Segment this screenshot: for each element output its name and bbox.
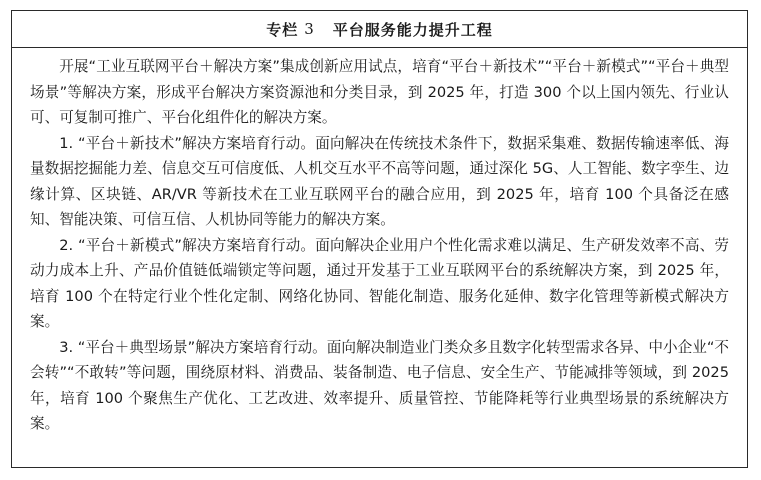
column-label: 专栏 (266, 20, 299, 39)
column-header (12, 11, 747, 48)
column-body (12, 48, 747, 437)
column-title: 平台服务能力提升工程 (332, 20, 493, 39)
intro-paragraph: 开展“工业互联网平台＋解决方案”集成创新应用试点，培育“平台＋新技术”“平台＋新模式”“平台＋典型场景”等解决方案，形成平台解决方案资源池和分类目录，到 2025 年，打造 300 个以上国内领先、行业认可、可复制可推广、平台化组件化的解决方案。 (30, 58, 729, 126)
action-paragraph-new-model: 2. “平台＋新模式”解决方案培育行动。面向解决企业用户个性化需求难以满足、生产研发效率不高、劳动力成本上升、产品价值链低端锁定等问题，通过开发基于工业互联网平台的系统解决方案，到 2025 年，培育 100 个在特定行业个性化定制、网络化协同、智能化制造、服务化延伸、数字化管理等新模式解决方案。 (30, 236, 729, 330)
action-paragraph-typical-scenario: 3. “平台＋典型场景”解决方案培育行动。面向解决制造业门类众多且数字化转型需求各异、中小企业“不会转”“不敢转”等问题，围绕原材料、消费品、装备制造、电子信息、安全生产、节能减排等领域，到 2025 年，培育 100 个聚焦生产优化、工艺改进、效率提升、质量管控、节能降耗等行业典型场景的系统解决方案。 (30, 338, 729, 432)
action-paragraph-new-technology: 1. “平台＋新技术”解决方案培育行动。面向解决在传统技术条件下，数据采集难、数据传输速率低、海量数据挖掘能力差、信息交互可信度低、人机交互水平不高等问题，通过深化 5G、人工智能、数字孪生、边缘计算、区块链、AR/VR 等新技术在工业互联网平台的融合应用，到 2025 年，培育 100 个具备泛在感知、智能决策、可信互信、人机协同等能力的解决方案。 (30, 134, 729, 228)
column-number: 3 (304, 20, 315, 38)
column-box (11, 10, 748, 468)
